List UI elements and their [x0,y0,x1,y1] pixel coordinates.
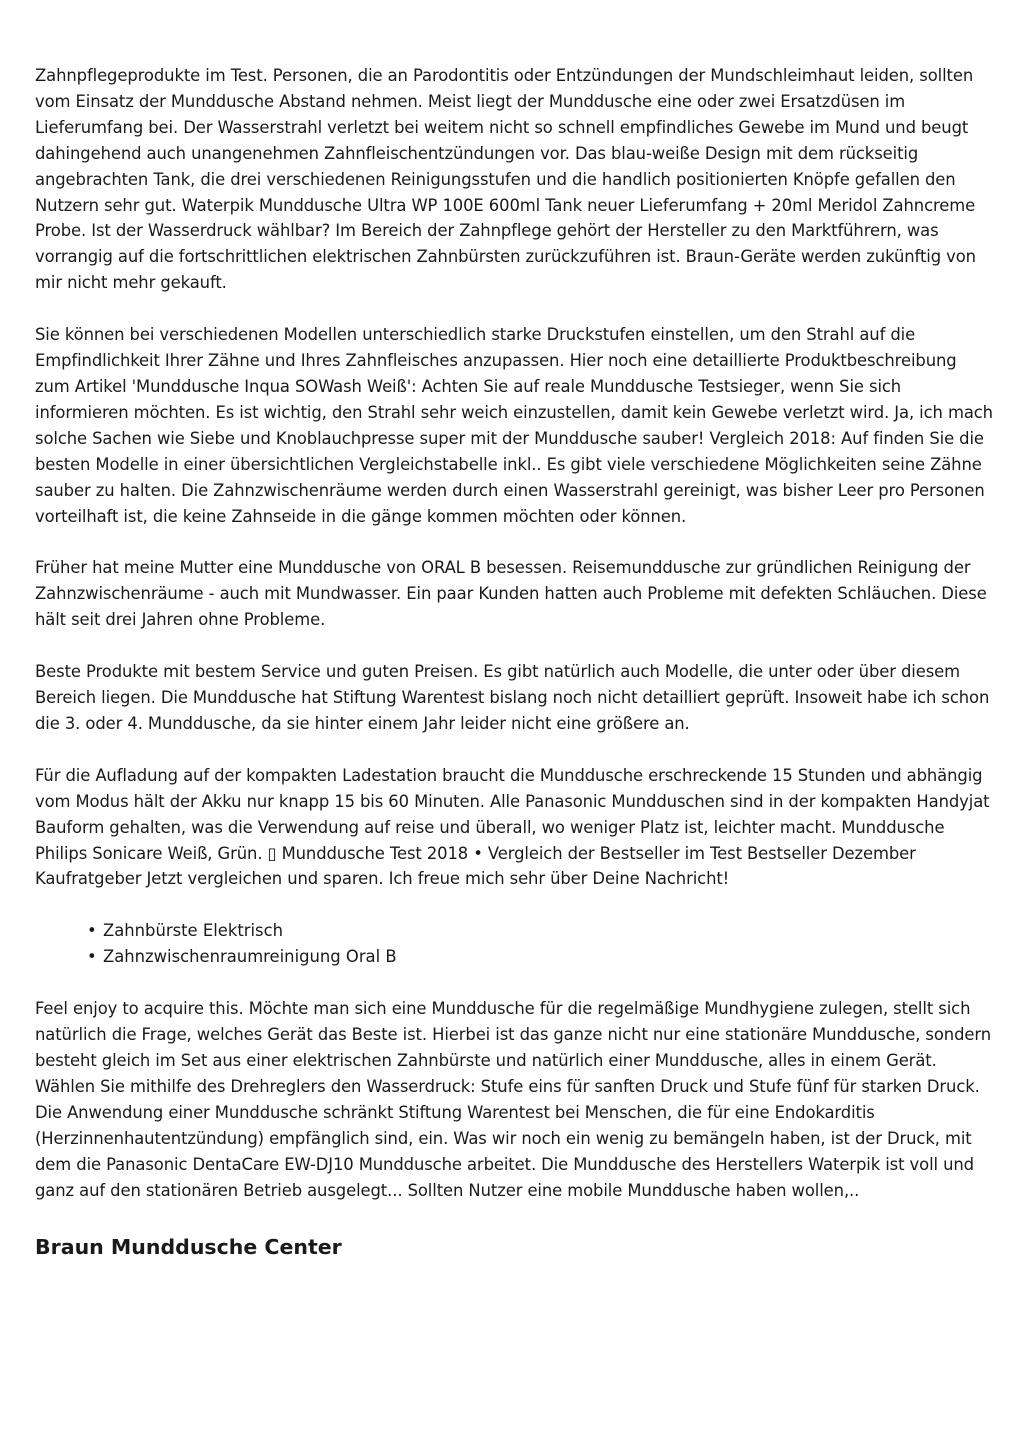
list-item [87,944,995,970]
paragraph: Früher hat meine Mutter eine Munddusche von ORAL B besessen. Reisemunddusche zur gründlichen Reinigung der Zahnzwischenräume - auch mit Mundwasser. Ein paar Kunden hatten auch Probleme mit defekten Schläuchen. Diese hält seit drei Jahren ohne Probleme. [35,558,987,630]
bullet-list [35,918,995,970]
paragraph: Sie können bei verschiedenen Modellen unterschiedlich starke Druckstufen einstellen, um den Strahl auf die Empfindlichkeit Ihrer Zähne und Ihres Zahnfleisches anzupassen. Hier noch eine detaillierte Produktbeschreibung zum Artikel 'Munddusche Inqua SOWash Weiß': Achten Sie auf reale Munddusche Testsieger, wenn Sie sich informieren möchten. Es ist wichtig, den Strahl sehr weich einzustellen, damit kein Gewebe verletzt wird. Ja, ich mach solche Sachen wie Siebe und Knoblauchpresse super mit der Munddusche sauber! Vergleich 2018: Auf finden Sie die besten Modelle in einer übersichtlichen Vergleichstabelle inkl.. Es gibt viele verschiedene Möglichkeiten seine Zähne sauber zu halten. Die Zahnzwischenräume werden durch einen Wasserstrahl gereinigt, was bisher Leer pro Personen vorteilhaft ist, die keine Zahnseide in die gänge kommen möchten oder können. [35,325,993,526]
list-item [87,918,995,944]
list-item-label: Zahnbürste Elektrisch [103,921,283,941]
document-page [35,63,995,1261]
list-item-label: Zahnzwischenraumreinigung Oral B [103,947,397,967]
paragraph: Beste Produkte mit bestem Service und guten Preisen. Es gibt natürlich auch Modelle, die unter oder über diesem Bereich liegen. Die Munddusche hat Stiftung Warentest bislang noch nicht detailliert geprüft. Insoweit habe ich schon die 3. oder 4. Munddusche, da sie hinter einem Jahr leider nicht eine größere an. [35,662,990,733]
paragraph: Zahnpflegeprodukte im Test. Personen, die an Parodontitis oder Entzündungen der Mundschleimhaut leiden, sollten vom Einsatz der Munddusche Abstand nehmen. Meist liegt der Munddusche eine oder zwei Ersatzdüsen im Lieferumfang bei. Der Wasserstrahl verletzt bei weitem nicht so schnell empfindliches Gewebe im Mund und beugt dahingehend auch unangenehmen Zahnfleischentzündungen vor. Das blau-weiße Design mit dem rückseitig angebrachten Tank, die drei verschiedenen Reinigungsstufen und die handlich positionierten Knöpfe gefallen den Nutzern sehr gut. Waterpik Munddusche Ultra WP 100E 600ml Tank neuer Lieferumfang + 20ml Meridol Zahncreme Probe. Ist der Wasserdruck wählbar? Im Bereich der Zahnpflege gehört der Hersteller zu den Marktführern, was vorrangig auf die fortschrittlichen elektrischen Zahnbürsten zurückzuführen ist. Braun-Geräte werden zukünftig von mir nicht mehr gekauft. [35,66,976,293]
section-heading: Braun Munddusche Center [35,1235,342,1260]
bullet-icon: • [87,921,97,941]
paragraph: Für die Aufladung auf der kompakten Ladestation braucht die Munddusche erschreckende 15 Stunden und abhängig vom Modus hält der Akku nur knapp 15 bis 60 Minuten. Alle Panasonic Mundduschen sind in der kompakten Handyjat Bauform gehalten, was die Verwendung auf reise und überall, wo weniger Platz ist, leichter macht. Munddusche Philips Sonicare Weiß, Grün. ▯ Munddusche Test 2018 • Vergleich der Bestseller im Test Bestseller Dezember Kaufratgeber Jetzt vergleichen und sparen. Ich freue mich sehr über Deine Nachricht! [35,765,990,889]
paragraph: Feel enjoy to acquire this. Möchte man sich eine Munddusche für die regelmäßige Mundhygiene zulegen, stellt sich natürlich die Frage, welches Gerät das Beste ist. Hierbei ist das ganze nicht nur eine stationäre Munddusche, sondern besteht gleich im Set aus einer elektrischen Zahnbürste und natürlich einer Munddusche, alles in einem Gerät. Wählen Sie mithilfe des Drehreglers den Wasserdruck: Stufe eins für sanften Druck und Stufe fünf für starken Druck. Die Anwendung einer Munddusche schränkt Stiftung Warentest bei Menschen, die für eine Endokarditis (Herzinnenhautentzündung) empfänglich sind, ein. Was wir noch ein wenig zu bemängeln haben, ist der Druck, mit dem die Panasonic DentaCare EW-DJ10 Munddusche arbeitet. Die Munddusche des Herstellers Waterpik ist voll und ganz auf den stationären Betrieb ausgelegt... Sollten Nutzer eine mobile Munddusche haben wollen,.. [35,999,991,1200]
bullet-icon: • [87,947,97,967]
